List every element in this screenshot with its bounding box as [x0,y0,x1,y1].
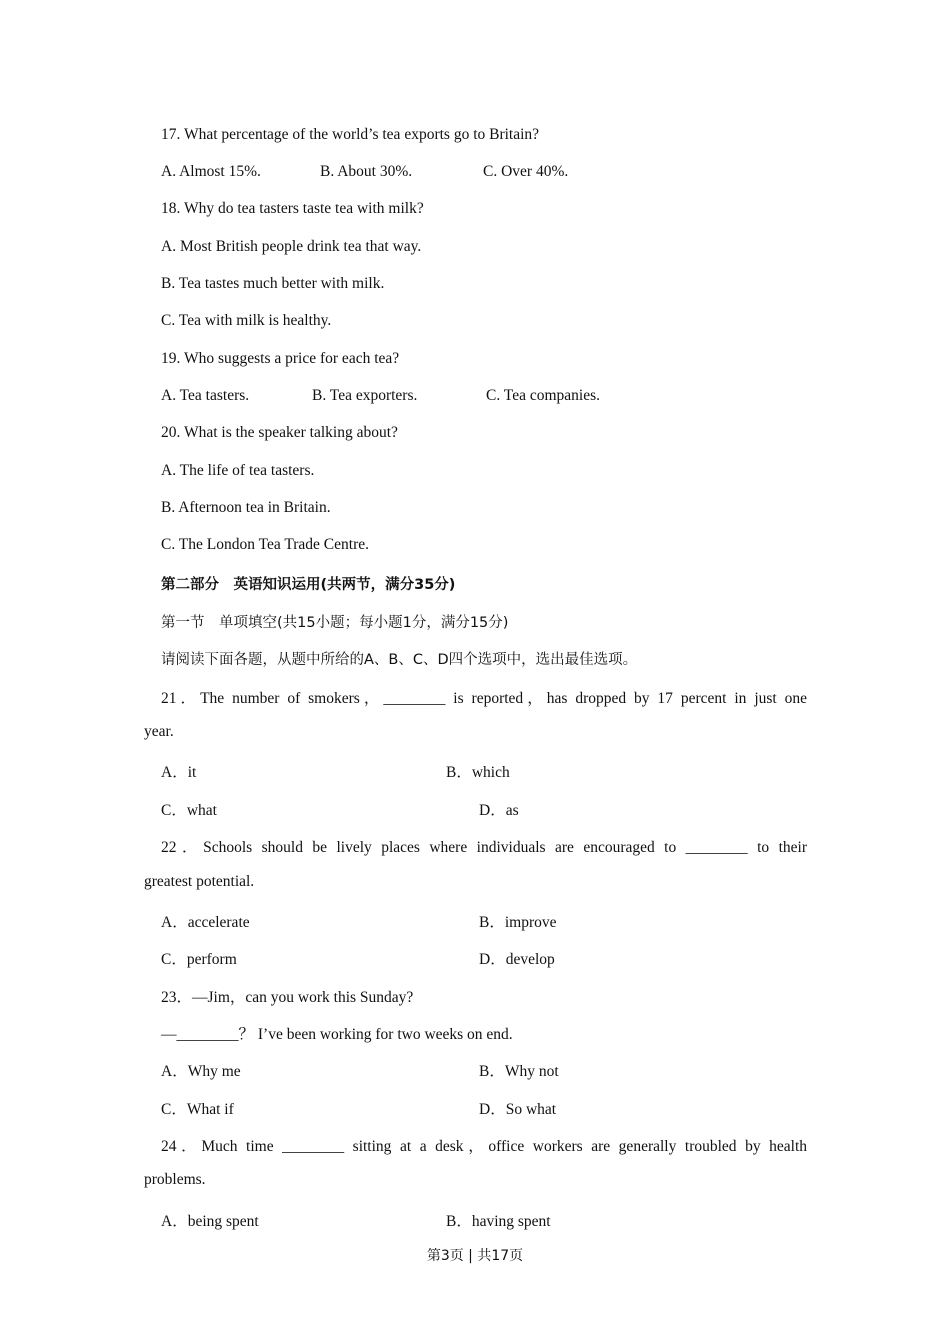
question-22-option-a: A．accelerate [161,914,250,931]
question-18-stem: 18. Why do tea tasters taste tea with milk? [161,200,424,217]
question-23-option-a: A．Why me [161,1063,241,1080]
question-23-option-b: B．Why not [479,1063,559,1080]
question-21-option-d: D．as [479,802,519,819]
question-20-option-b: B. Afternoon tea in Britain. [161,499,331,516]
question-21-option-a: A．it [161,764,197,781]
question-19-option-c: C. Tea companies. [486,387,600,404]
question-20-option-a: A. The life of tea tasters. [161,462,315,479]
question-17-option-c: C. Over 40%. [483,163,569,180]
question-19-option-a: A. Tea tasters. [161,387,250,404]
question-19-stem: 19. Who suggests a price for each tea? [161,350,400,367]
question-20-stem: 20. What is the speaker talking about? [161,424,398,441]
question-21-option-b: B．which [446,764,510,781]
question-24-option-a: A．being spent [161,1213,259,1230]
question-23-option-d: D．So what [479,1101,557,1118]
question-19-option-b: B. Tea exporters. [312,387,418,404]
question-22-option-b: B．improve [479,914,557,931]
question-23-option-c: C．What if [161,1101,234,1118]
question-17-stem: 17. What percentage of the world’s tea exports go to Britain? [161,126,540,143]
question-24-stem-line1: 24．Much time ________ sitting at a desk，office workers are generally troubled by health [161,1138,807,1155]
instruction-text: 请阅读下面各题，从题中所给的A、B、C、D四个选项中，选出最佳选项。 [161,652,638,668]
question-21-option-c: C．what [161,802,217,819]
part-two-heading: 第二部分 英语知识运用(共两节，满分35分) [161,577,456,593]
question-18-option-b: B. Tea tastes much better with milk. [161,275,385,292]
question-21-stem-line1: 21．The number of smokers，________ is reported，has dropped by 17 percent in just one [161,690,807,707]
page-footer: 第3页 | 共17页 [426,1248,524,1264]
question-23-stem-line2: —________？ I’ve been working for two weeks on end. [161,1026,513,1043]
question-24-stem-line2: problems. [144,1171,206,1188]
question-17-option-b: B. About 30%. [320,163,413,180]
question-21-stem-line2: year. [144,723,174,740]
question-18-option-c: C. Tea with milk is healthy. [161,312,332,329]
question-20-option-c: C. The London Tea Trade Centre. [161,536,369,553]
question-22-option-c: C．perform [161,951,237,968]
question-22-option-d: D．develop [479,951,555,968]
question-24-option-b: B．having spent [446,1213,551,1230]
question-22-stem-line2: greatest potential. [144,873,255,890]
question-23-stem-line1: 23．—Jim，can you work this Sunday? [161,989,414,1006]
question-17-option-a: A. Almost 15%. [161,163,261,180]
question-18-option-a: A. Most British people drink tea that way. [161,238,422,255]
question-22-stem-line1: 22．Schools should be lively places where individuals are encouraged to ________ to their [161,839,807,856]
section-one-heading: 第一节 单项填空(共15小题；每小题1分，满分15分) [161,615,509,631]
